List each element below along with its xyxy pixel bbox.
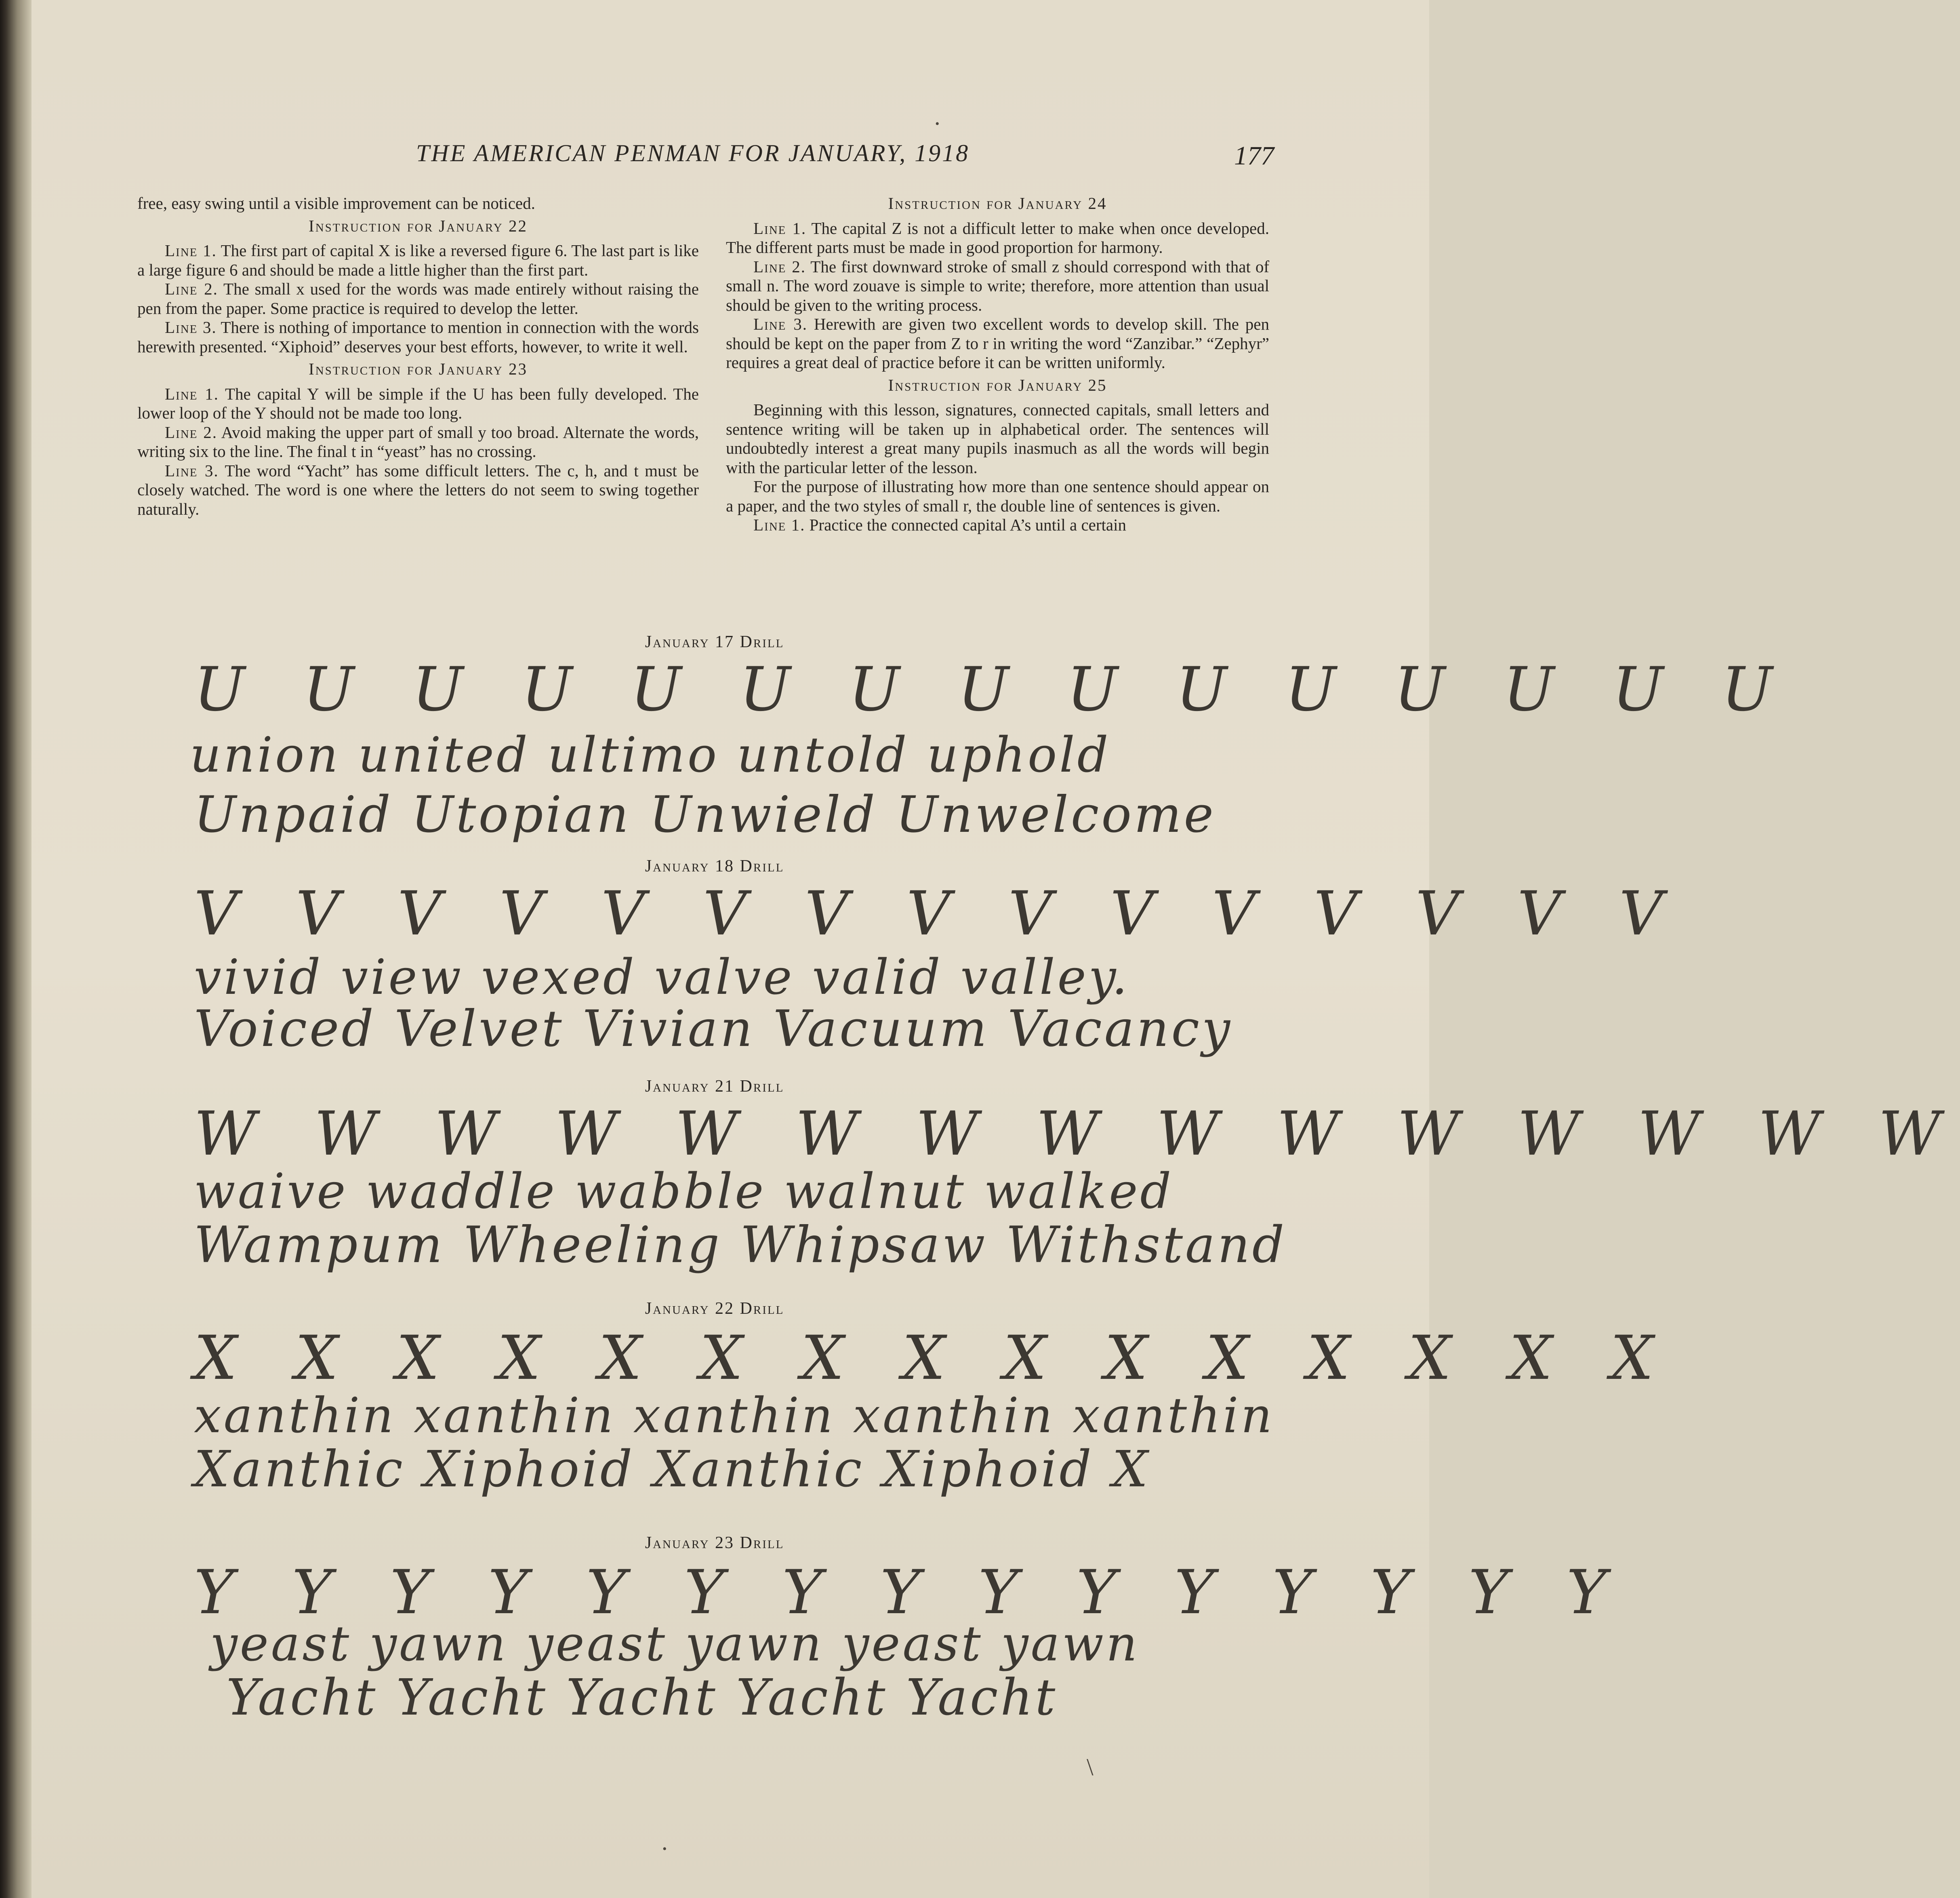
- heading-jan25: Instruction for January 25: [888, 375, 1107, 394]
- label: Line 1.: [753, 219, 807, 238]
- intro-paragraph: free, easy swing until a visible improvement can be noticed.: [137, 194, 535, 213]
- body-text: The small x used for the words was made entirely without raising the pen from the paper. Some practice is required to develop the letter.: [137, 280, 699, 318]
- running-header: THE AMERICAN PENMAN FOR JANUARY, 1918: [416, 140, 970, 166]
- left-column: [137, 194, 699, 519]
- drill-jan21-capitals: W W W W W W W W W W W W W W W: [194, 1099, 1960, 1169]
- heading-jan22: Instruction for January 22: [309, 216, 528, 235]
- drill-title-jan21: January 21 Drill: [645, 1077, 784, 1096]
- drill-jan17-words: union united ultimo untold uphold: [190, 727, 1111, 783]
- label: Line 2.: [165, 423, 217, 442]
- body-text: The word “Yacht” has some difficult letters. The c, h, and t must be closely watched. The word is one where the letters do not seem to swing together naturally.: [137, 461, 699, 518]
- drill-jan23-capital-words: Yacht Yacht Yacht Yacht Yacht: [226, 1669, 1058, 1727]
- label: Line 3.: [753, 315, 808, 333]
- body-text: Practice the connected capital A’s until a certain: [805, 516, 1126, 534]
- drill-jan23-words: yeast yawn yeast yawn yeast yawn: [210, 1616, 1140, 1672]
- jan24-line3: [726, 315, 1269, 372]
- body-text: The capital Y will be simple if the U has been fully developed. The lower loop of the Y should not be made too long.: [137, 384, 699, 422]
- label: Line 1.: [165, 241, 217, 260]
- ink-speck: •: [935, 117, 940, 130]
- drill-jan21-capital-words: Wampum Wheeling Whipsaw Withstand: [194, 1216, 1287, 1274]
- ink-speck: •: [662, 1842, 667, 1856]
- label: Line 1.: [753, 516, 805, 534]
- drill-jan18-capital-words: Voiced Velvet Vivian Vacuum Vacancy: [194, 1000, 1233, 1058]
- body-text: Avoid making the upper part of small y too broad. Alternate the words, writing six to the line. The final t in “yeast” has no crossing.: [137, 423, 699, 461]
- jan23-line2: [137, 423, 699, 461]
- drill-title-jan18: January 18 Drill: [645, 857, 784, 875]
- jan25-para1: Beginning with this lesson, signatures, connected capitals, small letters and sentence writing will be taken up in alphabetical order. The sentences will undoubtedly interest a great many pupils inasmuch as all the words will begin with the particular letter of the lesson.: [726, 400, 1269, 477]
- jan22-line2: [137, 280, 699, 318]
- drill-jan23-capitals: Y Y Y Y Y Y Y Y Y Y Y Y Y Y Y: [194, 1557, 1626, 1628]
- label: Line 3.: [165, 461, 219, 480]
- body-text: There is nothing of importance to mention in connection with the words herewith presented. “Xiphoid” deserves your best efforts, however, to write it well.: [137, 318, 699, 356]
- drill-jan22-capital-words: Xanthic Xiphoid Xanthic Xiphoid X: [194, 1440, 1150, 1498]
- book-spine: [0, 0, 32, 1898]
- jan23-line3: [137, 461, 699, 519]
- label: Line 2.: [753, 257, 806, 276]
- drill-jan17-capitals: U U U U U U U U U U U U U U U: [194, 654, 1792, 725]
- jan25-line1: [726, 516, 1269, 535]
- jan25-para2: For the purpose of illustrating how more than one sentence should appear on a paper, and the two styles of small r, the double line of sentences is given.: [726, 477, 1269, 515]
- body-text: Herewith are given two excellent words to develop skill. The pen should be kept on the paper from Z to r in writing the word “Zanzibar.” “Zephyr” requires a great deal of practice before it can be written uniformly.: [726, 315, 1270, 372]
- drill-jan18-capitals: V V V V V V V V V V V V V V V: [194, 879, 1682, 949]
- jan24-line2: [726, 257, 1269, 315]
- label: Line 2.: [165, 280, 218, 298]
- body-text: The capital Z is not a difficult letter to make when once developed. The different parts must be made in good proportion for harmony.: [726, 219, 1270, 257]
- label: Line 3.: [165, 318, 217, 337]
- drill-jan22-words: xanthin xanthin xanthin xanthin xanthin: [194, 1388, 1274, 1444]
- label: Line 1.: [165, 384, 219, 403]
- drill-title-jan17: January 17 Drill: [645, 633, 784, 651]
- drill-title-jan23: January 23 Drill: [645, 1534, 784, 1552]
- page-number: 177: [1234, 141, 1274, 170]
- body-text: The first part of capital X is like a reversed figure 6. The last part is like a large figure 6 and should be made a little higher than the first part.: [137, 241, 699, 279]
- drill-jan17-capital-words: Unpaid Utopian Unwield Unwelcome: [194, 786, 1216, 844]
- jan22-line1: [137, 241, 699, 280]
- body-text: The first downward stroke of small z should correspond with that of small n. The word zouave is simple to write; therefore, more attention than usual should be given to the writing process.: [726, 257, 1269, 314]
- drill-jan22-capitals: X X X X X X X X X X X X X X X: [194, 1323, 1673, 1393]
- jan22-line3: [137, 318, 699, 356]
- drill-jan18-words: vivid view vexed valve valid valley.: [194, 949, 1130, 1006]
- right-column: [726, 194, 1269, 535]
- drill-jan21-words: waive waddle wabble walnut walked: [194, 1164, 1174, 1220]
- heading-jan23: Instruction for January 23: [309, 360, 528, 378]
- drill-title-jan22: January 22 Drill: [645, 1299, 784, 1318]
- jan24-line1: [726, 219, 1269, 257]
- ink-speck: \: [1087, 1754, 1094, 1780]
- heading-jan24: Instruction for January 24: [888, 194, 1107, 213]
- jan23-line1: [137, 385, 699, 423]
